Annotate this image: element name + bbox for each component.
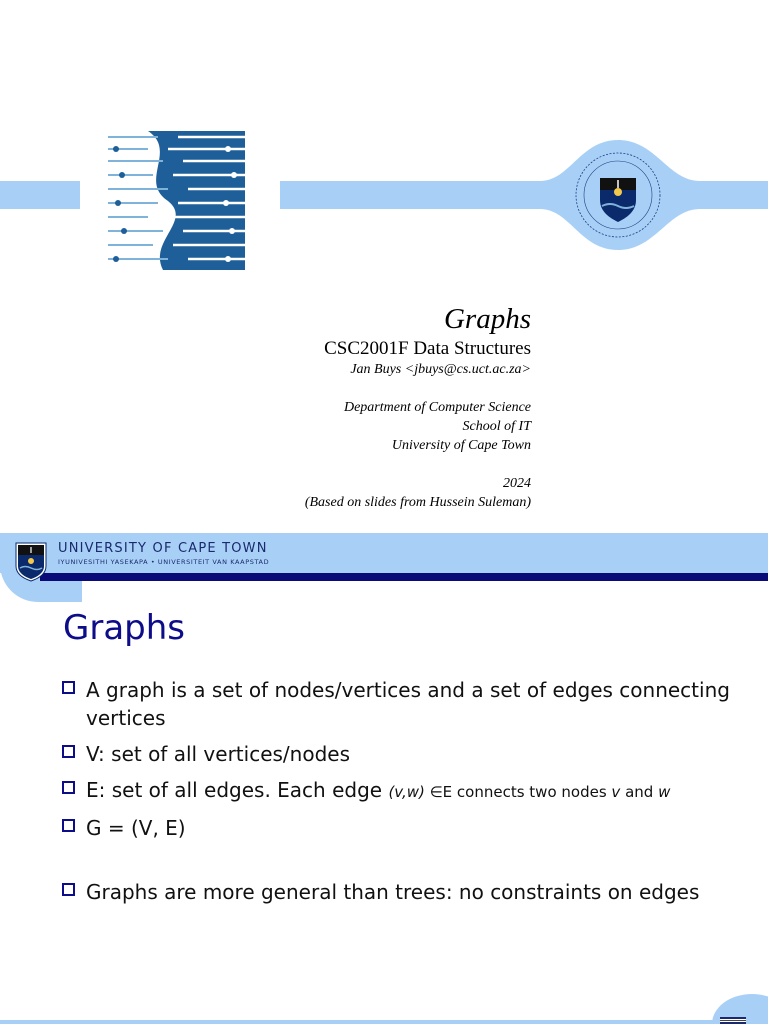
school: School of IT: [462, 419, 531, 434]
bullet-item: [62, 740, 752, 768]
content-slide: [0, 530, 768, 1024]
bullet-text-middle: ∈E connects two nodes: [424, 783, 612, 801]
bullet-item: [62, 814, 752, 842]
uct-seal-icon: [540, 140, 768, 250]
circuit-board-logo: [108, 131, 245, 270]
bullet-square-icon: [62, 819, 75, 832]
header-rule: [40, 573, 768, 581]
bullet-list: [62, 676, 752, 914]
edge-notation: (v,w): [388, 783, 425, 801]
decorative-band-left: [0, 181, 80, 209]
slide-heading: Graphs: [63, 608, 186, 648]
presentation-title: Graphs: [443, 303, 531, 335]
bullet-text: G = (V, E): [86, 816, 186, 840]
bullet-text: A graph is a set of nodes/vertices and a set of edges connecting vertices: [86, 678, 730, 730]
bullet-text: V: set of all vertices/nodes: [86, 742, 350, 766]
author: Jan Buys <jbuys@cs.uct.ac.za>: [350, 362, 531, 377]
bullet-square-icon: [62, 745, 75, 758]
university-name: UNIVERSITY OF CAPE TOWN: [58, 541, 268, 556]
bullet-text: E: set of all edges. Each edge: [86, 778, 389, 802]
node-v: v: [611, 783, 621, 801]
department: Department of Computer Science: [343, 400, 531, 415]
bullet-item: [62, 676, 752, 732]
footer-rule: [0, 1020, 768, 1024]
course-name: CSC2001F Data Structures: [324, 338, 531, 359]
credit: (Based on slides from Hussein Suleman): [304, 495, 531, 510]
node-w: w: [658, 783, 671, 801]
university-subtitle: IYUNIVESITHI YASEKAPA • UNIVERSITEIT VAN KAAPSTAD: [58, 558, 270, 566]
university: University of Cape Town: [391, 438, 531, 453]
bullet-text-and: and: [620, 783, 659, 801]
title-block: [305, 300, 531, 512]
bullet-square-icon: [62, 883, 75, 896]
year: 2024: [503, 476, 531, 491]
uct-crest-icon: [15, 542, 47, 582]
bullet-item: [62, 878, 752, 906]
flag-icon: [720, 1017, 746, 1024]
bullet-square-icon: [62, 681, 75, 694]
bullet-square-icon: [62, 781, 75, 794]
bullet-item: [62, 776, 752, 806]
bullet-text: Graphs are more general than trees: no constraints on edges: [86, 880, 700, 904]
